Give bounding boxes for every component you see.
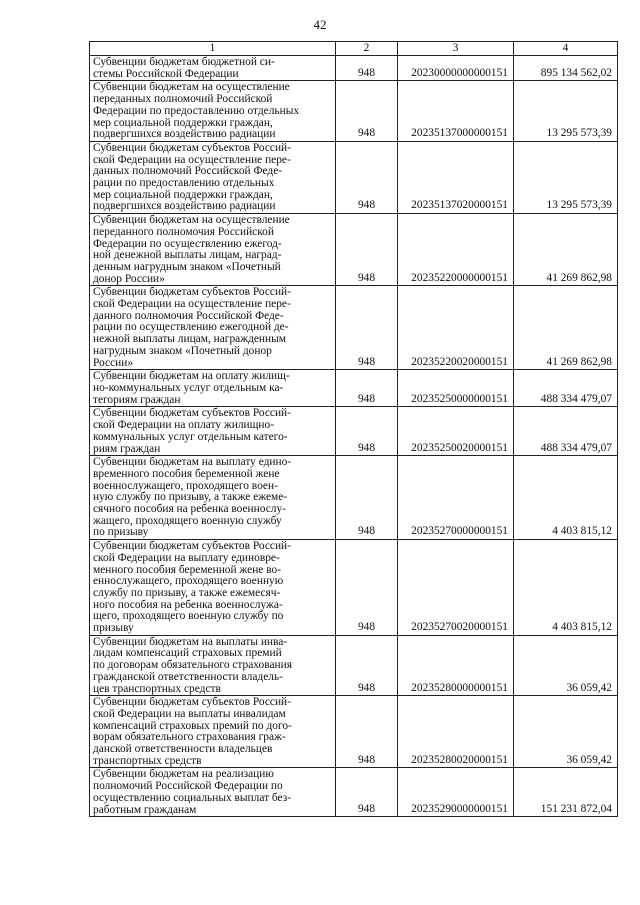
admin-code-cell: 948 xyxy=(336,370,398,407)
revenue-name-line: ской Федерации на оплату жилищно- xyxy=(93,419,274,432)
revenue-name-line: Субвенции бюджетам бюджетной си- xyxy=(93,56,275,68)
admin-code-cell: 948 xyxy=(336,540,398,636)
revenue-name-line: стемы Российской Федерации xyxy=(93,67,239,80)
revenue-name-line: России» xyxy=(93,356,134,369)
budget-code-cell: 20235280020000151 xyxy=(398,696,514,768)
revenue-name-line: Субвенции бюджетам субъектов Россий- xyxy=(93,286,291,299)
revenue-name-line: ской Федерации на осуществление пере- xyxy=(93,153,291,166)
revenue-name-line: Субвенции бюджетам на выплаты инва- xyxy=(93,635,288,648)
budget-code-cell: 20235220000000151 xyxy=(398,214,514,286)
revenue-name-cell xyxy=(90,56,336,81)
revenue-name-line: компенсаций страховых премий по дого- xyxy=(93,719,292,732)
revenue-name-cell xyxy=(90,456,336,540)
revenue-name-line: по договорам обязательного страхования xyxy=(93,659,292,672)
revenue-name-line: переданных полномочий Российской xyxy=(93,93,273,106)
revenue-name-line: Субвенции бюджетам субъектов Россий- xyxy=(93,540,291,553)
amount-cell: 41 269 862,98 xyxy=(514,286,618,370)
page-number: 42 xyxy=(313,17,327,32)
revenue-name-line: мер социальной поддержки граждан, xyxy=(93,188,273,201)
amount-cell: 488 334 479,07 xyxy=(514,370,618,407)
revenue-name-cell xyxy=(90,635,336,696)
revenue-name-line: осуществлению социальных выплат без- xyxy=(93,791,292,804)
table-row xyxy=(90,81,618,142)
revenue-name-line: подвергшихся воздействию радиации xyxy=(93,200,276,213)
admin-code-cell: 948 xyxy=(336,456,398,540)
revenue-name-line: работным гражданам xyxy=(93,803,197,816)
revenue-name-line: еннослужащего, проходящего военную xyxy=(93,575,284,588)
budget-code-cell: 20235270000000151 xyxy=(398,456,514,540)
revenue-name-line: Субвенции бюджетам субъектов Россий- xyxy=(93,141,291,154)
header-cell: 3 xyxy=(398,42,514,56)
revenue-name-line: щего, проходящего военную службу по xyxy=(93,610,284,623)
revenue-name-line: Федерации по предоставлению отдельных xyxy=(93,104,300,117)
revenue-name-cell xyxy=(90,141,336,213)
amount-cell: 13 295 573,39 xyxy=(514,141,618,213)
revenue-name-line: данных полномочий Российской Феде- xyxy=(93,165,283,178)
revenue-name-line: военнослужащего, проходящего воен- xyxy=(93,479,278,492)
amount-cell: 151 231 872,04 xyxy=(514,768,618,817)
admin-code-cell: 948 xyxy=(336,56,398,81)
revenue-name-line: риям граждан xyxy=(93,442,161,455)
amount-cell: 4 403 815,12 xyxy=(514,456,618,540)
revenue-name-cell xyxy=(90,214,336,286)
revenue-name-line: подвергшихся воздействию радиации xyxy=(93,128,276,141)
revenue-name-line: Федерации по осуществлению ежегод- xyxy=(93,237,282,250)
admin-code-cell: 948 xyxy=(336,696,398,768)
table-row xyxy=(90,214,618,286)
amount-cell: 36 059,42 xyxy=(514,635,618,696)
revenue-name-line: но-коммунальных услуг отдельным ка- xyxy=(93,381,284,394)
revenue-name-line: ворам обязательного страхования граж- xyxy=(93,731,286,744)
revenue-name-line: полномочий Российской Федерации по xyxy=(93,780,283,793)
admin-code-cell: 948 xyxy=(336,81,398,142)
budget-code-cell: 20235270020000151 xyxy=(398,540,514,636)
revenue-name-cell xyxy=(90,286,336,370)
revenue-name-line: жащего, проходящего военную службу xyxy=(93,514,282,527)
table-row xyxy=(90,540,618,636)
table-row xyxy=(90,407,618,456)
amount-cell: 895 134 562,02 xyxy=(514,56,618,81)
revenue-name-line: нежной выплаты лицам, награжденным xyxy=(93,333,286,346)
revenue-name-cell xyxy=(90,540,336,636)
budget-code-cell: 20235220020000151 xyxy=(398,286,514,370)
revenue-name-line: Субвенции бюджетам на выплату едино- xyxy=(93,456,292,469)
revenue-name-line: нагрудным знаком «Почетный донор xyxy=(93,344,272,357)
budget-code-cell: 20235250000000151 xyxy=(398,370,514,407)
amount-cell: 4 403 815,12 xyxy=(514,540,618,636)
revenue-name-line: Субвенции бюджетам на реализацию xyxy=(93,768,274,781)
revenue-name-line: рации по предоставлению отдельных xyxy=(93,177,275,190)
admin-code-cell: 948 xyxy=(336,635,398,696)
header-cell: 1 xyxy=(90,42,336,56)
revenue-name-cell xyxy=(90,81,336,142)
revenue-name-line: ской Федерации на выплату единовре- xyxy=(93,551,280,564)
revenue-name-line: сячного пособия на ребенка военнослу- xyxy=(93,503,286,516)
revenue-name-line: мер социальной поддержки граждан, xyxy=(93,116,273,129)
amount-cell: 13 295 573,39 xyxy=(514,81,618,142)
table-row xyxy=(90,635,618,696)
table-row xyxy=(90,141,618,213)
budget-code-cell: 20230000000000151 xyxy=(398,56,514,81)
header-cell: 4 xyxy=(514,42,618,56)
budget-code-cell: 20235137020000151 xyxy=(398,141,514,213)
revenue-name-line: гражданской ответственности владель- xyxy=(93,670,283,683)
budget-code-cell: 20235280000000151 xyxy=(398,635,514,696)
table-row xyxy=(90,56,618,81)
table-row xyxy=(90,286,618,370)
amount-cell: 488 334 479,07 xyxy=(514,407,618,456)
revenue-name-line: транспортных средств xyxy=(93,754,202,767)
amount-cell: 41 269 862,98 xyxy=(514,214,618,286)
revenue-name-line: Субвенции бюджетам на оплату жилищ- xyxy=(93,370,290,383)
revenue-name-line: тегориям граждан xyxy=(93,393,181,406)
table-row xyxy=(90,768,618,817)
table-header-row xyxy=(90,42,618,56)
revenue-name-line: ной денежной выплаты лицам, наград- xyxy=(93,249,282,262)
revenue-name-line: рации по осуществлению ежегодной де- xyxy=(93,321,289,334)
budget-table xyxy=(89,41,618,817)
header-cell: 2 xyxy=(336,42,398,56)
revenue-name-line: денным нагрудным знаком «Почетный xyxy=(93,260,281,273)
revenue-name-line: коммунальных услуг отдельным катего- xyxy=(93,430,288,443)
revenue-name-line: ную службу по призыву, а также ежеме- xyxy=(93,491,288,504)
revenue-name-line: призыву xyxy=(93,622,134,635)
revenue-name-line: по призыву xyxy=(93,526,149,539)
revenue-name-line: переданного полномочия Российской xyxy=(93,225,274,238)
budget-code-cell: 20235137000000151 xyxy=(398,81,514,142)
table-row xyxy=(90,370,618,407)
revenue-name-line: данного полномочия Российской Феде- xyxy=(93,309,284,322)
admin-code-cell: 948 xyxy=(336,286,398,370)
table-row xyxy=(90,696,618,768)
budget-code-cell: 20235250020000151 xyxy=(398,407,514,456)
revenue-name-line: менного пособия беременной жене во- xyxy=(93,563,281,576)
table-row xyxy=(90,456,618,540)
revenue-name-line: донор России» xyxy=(93,272,165,285)
admin-code-cell: 948 xyxy=(336,141,398,213)
revenue-name-cell xyxy=(90,407,336,456)
revenue-name-line: ного пособия на ребенка военнослужа- xyxy=(93,598,283,611)
revenue-name-cell xyxy=(90,768,336,817)
revenue-name-line: ской Федерации на осуществление пере- xyxy=(93,298,291,311)
revenue-name-line: временного пособия беременной жене xyxy=(93,467,280,480)
revenue-name-line: ской Федерации на выплаты инвалидам xyxy=(93,707,286,720)
revenue-name-line: Субвенции бюджетам на осуществление xyxy=(93,81,290,94)
budget-code-cell: 20235290000000151 xyxy=(398,768,514,817)
admin-code-cell: 948 xyxy=(336,214,398,286)
revenue-name-cell xyxy=(90,696,336,768)
revenue-name-line: Субвенции бюджетам субъектов Россий- xyxy=(93,407,291,420)
revenue-name-line: Субвенции бюджетам субъектов Россий- xyxy=(93,696,291,709)
admin-code-cell: 948 xyxy=(336,768,398,817)
revenue-name-line: службу по призыву, а также ежемесяч- xyxy=(93,586,281,599)
revenue-name-line: лидам компенсаций страховых премий xyxy=(93,647,282,660)
revenue-name-line: цев транспортных средств xyxy=(93,682,221,695)
admin-code-cell: 948 xyxy=(336,407,398,456)
revenue-name-line: данской ответственности владельцев xyxy=(93,743,273,756)
revenue-name-line: Субвенции бюджетам на осуществление xyxy=(93,214,290,227)
amount-cell: 36 059,42 xyxy=(514,696,618,768)
revenue-name-cell xyxy=(90,370,336,407)
